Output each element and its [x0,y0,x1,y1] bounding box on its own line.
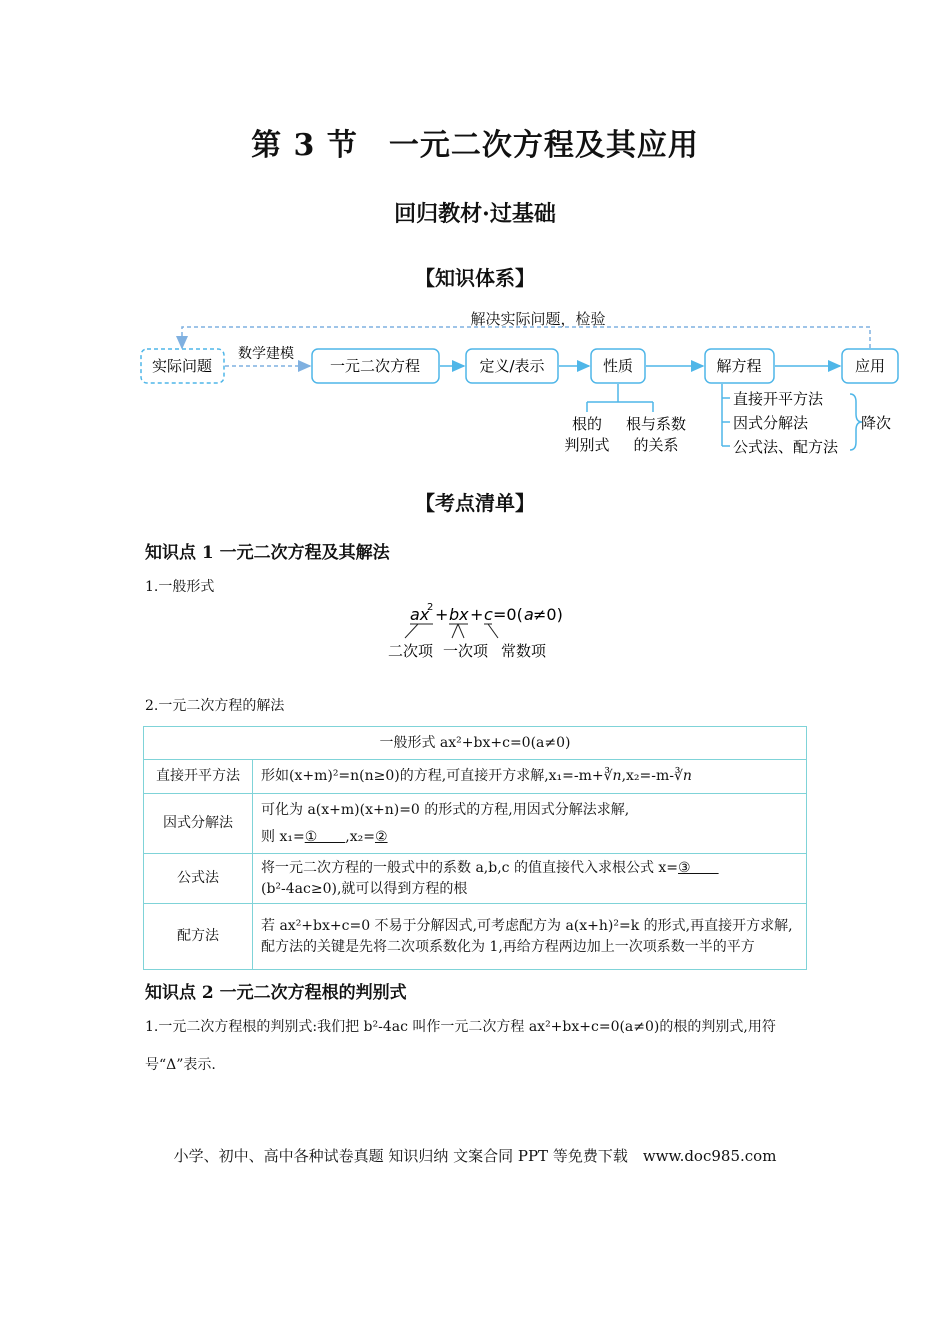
box-definition-label: 定义/表示 [479,357,545,375]
table-header-cell: 一般形式 ax²+bx+c=0(a≠0) [144,727,807,760]
page-subtitle: 回归教材·过基础 [394,201,556,227]
blank-3[interactable]: ③ [678,860,719,877]
branch-vieta-2: 的关系 [633,436,679,454]
table-row [144,760,807,794]
method-factoring: 因式分解法 [733,414,809,432]
kp2-heading: 知识点 2 一元二次方程根的判别式 [145,983,407,1003]
kp1-heading: 知识点 1 一元二次方程及其解法 [145,543,390,563]
radical-1: ∛n [603,768,622,785]
table-row [144,794,807,854]
kp1-item1: 1.一般形式 [145,579,215,595]
term-bx: bx [449,605,469,624]
desc-formula-a: 将一元二次方程的一般式中的系数 a,b,c 的值直接代入求根公式 x= [261,860,679,877]
knowledge-system-diagram [0,300,950,470]
radical-2: ∛n [674,768,692,785]
desc-direct-text: 形如(x+m)²=n(n≥0)的方程,可直接开方求解,x₁=-m+ [261,768,604,785]
brace-label: 降次 [861,414,892,432]
arrow-modeling-label: 数学建模 [238,346,294,362]
term-c: c [484,605,493,624]
method-name-completing: 配方法 [144,904,253,970]
desc-direct-mid: ,x₂=-m- [621,768,675,785]
box-solve-equation-label: 解方程 [716,357,762,375]
solution-methods-table [143,726,807,970]
branch-discriminant-2: 判别式 [564,436,610,454]
method-desc-factoring [253,794,807,854]
box-properties-label: 性质 [602,357,634,375]
method-name-factoring: 因式分解法 [144,794,253,854]
box-real-problem-label: 实际问题 [151,357,213,375]
desc-factoring-line2 [261,827,798,847]
desc-formula-b: (b²-4ac≥0),就可以得到方程的根 [261,880,468,897]
kp2-item1-line2: 号“Δ”表示. [145,1057,216,1073]
method-desc-direct [253,760,807,794]
method-desc-completing: 若 ax²+bx+c=0 不易于分解因式,可考虑配方为 a(x+h)²=k 的形式,再直接开方求解,配方法的关键是先将二次项系数化为 1,再给方程两边加上一次项系数一半的平方 [253,904,807,970]
label-linear-term: 一次项 [443,642,489,660]
branch-vieta-1: 根与系数 [625,415,687,433]
term-eq: =0( [493,605,523,624]
label-constant-term: 常数项 [501,642,547,660]
feedback-loop-label: 解决实际问题，检验 [470,310,606,328]
general-form-figure [380,600,580,664]
table-row [144,854,807,904]
term-cond: ≠0) [533,605,563,624]
page-title: 第 3 节 一元二次方程及其应用 [251,128,699,163]
label-quadratic-term: 二次项 [388,642,434,660]
box-quadratic-equation-label: 一元二次方程 [329,357,421,375]
section-heading-knowledge-system: 【知识体系】 [415,266,535,290]
term-plus-2: + [470,605,484,624]
blank-2[interactable]: ② [374,828,388,845]
term-plus-1: + [435,605,449,624]
method-direct-root: 直接开平方法 [733,390,824,408]
page-footer: 小学、初中、高中各种试卷真题 知识归纳 文案合同 PPT 等免费下载 www.doc985.com [173,1147,777,1165]
table-row [144,904,807,970]
section-heading-checklist: 【考点清单】 [415,491,535,515]
desc-factoring-line1: 可化为 a(x+m)(x+n)=0 的形式的方程,用因式分解法求解, [261,802,630,819]
methods-bracket [722,384,730,446]
term-ax: ax [410,605,430,624]
blank-1[interactable]: ① [304,828,346,845]
box-application-label: 应用 [854,357,886,375]
kp1-item2: 2.一元二次方程的解法 [145,698,285,714]
term-a: a [524,605,534,624]
term-underlines [405,624,498,638]
properties-branch-lines [587,384,653,412]
desc-factoring-then: 则 x₁= [261,828,305,845]
method-name-formula: 公式法 [144,854,253,904]
term-exponent: 2 [427,602,434,613]
branch-discriminant-1: 根的 [571,415,603,433]
method-desc-formula [253,854,807,904]
method-formula-completing: 公式法、配方法 [733,438,839,456]
table-header-row [144,727,807,760]
method-name-direct: 直接开平方法 [144,760,253,794]
desc-factoring-x2: ,x₂= [345,828,375,845]
feedback-loop-line [182,327,870,348]
kp2-item1-line1: 1.一元二次方程根的判别式:我们把 b²-4ac 叫作一元二次方程 ax²+bx+c=0(a≠0)的根的判别式,用符 [145,1019,776,1035]
